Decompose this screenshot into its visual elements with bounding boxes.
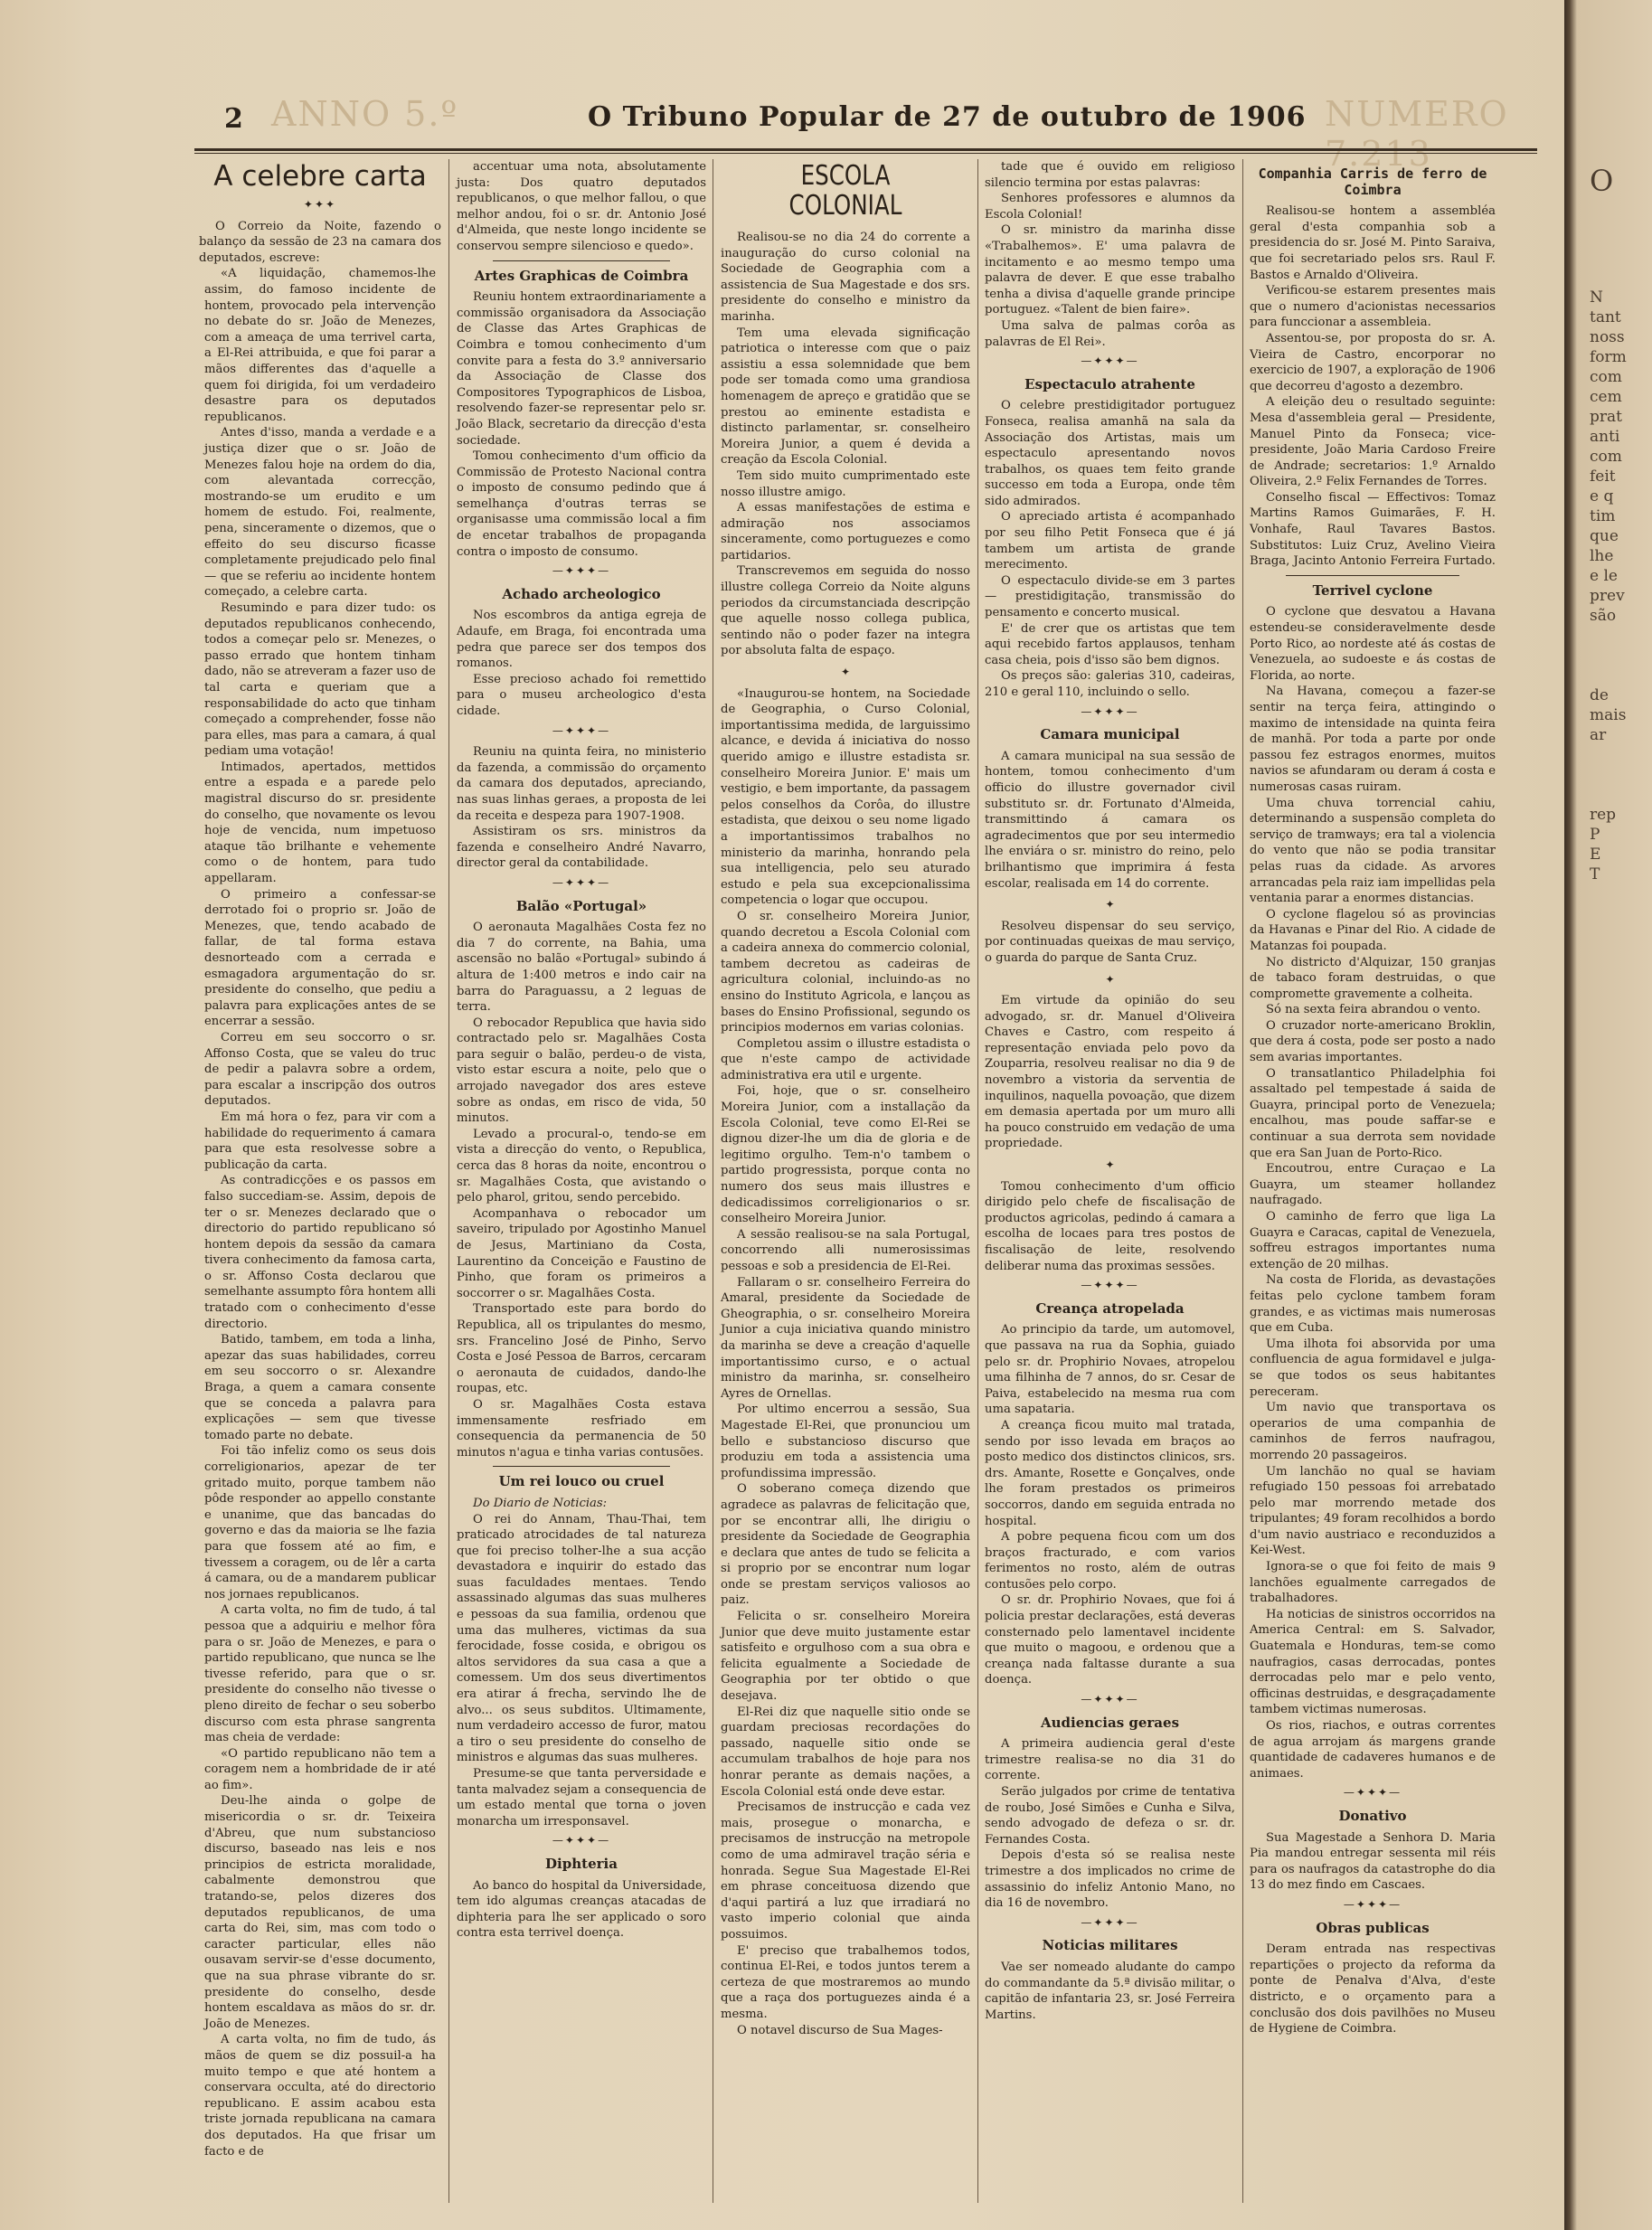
paragraph: Precisamos de instrucção e cada vez mais, prosegue o monarcha, e precisamos de instrucção na metropole como de uma admiravel tração séria e honrada. Segue Sua Magestade El-Rei em phrase conceituosa dizendo que d'aqui partirá a luz que irradiará no vasto imperio colonial que ainda possuimos.: [721, 1800, 970, 1942]
next-page-line-fragment: form: [1590, 348, 1627, 366]
paragraph: Os preços são: galerias 310, cadeiras, 210 e geral 110, incluindo o sello.: [985, 669, 1235, 699]
paragraph: Reuniu hontem extraordinariamente a commissão organisadora da Associação de Classe das Artes Graphicas de Coimbra e tomou conhecimento d'um convite para a festa do 3.º anniversario da Associação de Classe dos Compositores Typographicos de Lisboa, resolvendo fazer-se representar pelo sr. João Black, secretario da direcção d'esta sociedade.: [457, 290, 706, 448]
paragraph: Reuniu na quinta feira, no ministerio da fazenda, a commissão do orçamento da camara dos deputados, apreciando, nas suas linhas geraes, a proposta de lei da receita e despeza para 1907-1908.: [457, 745, 706, 823]
next-page-line-fragment: rep: [1590, 806, 1617, 824]
paragraph: A carta volta, no fim de tudo, ás mãos de quem se diz possuil-a ha muito tempo e que até hontem a conservara occulta, até do directorio republicano. E assim acabou esta triste jornada republicana na camara dos deputados. Ha que frisar um facto e de: [204, 2033, 436, 2159]
paragraph: O Correio da Noite, fazendo o balanço da sessão de 23 na camara dos deputados, escreve:: [199, 219, 441, 265]
ornament: ✦✦✦: [303, 198, 337, 212]
section-title: Diphteria: [545, 1855, 618, 1872]
paragraph: A eleição deu o resultado seguinte: Mesa d'assembleia geral — Presidente, Manuel Pinto da Fonseca; vice-presidente, João Maria Cardoso Freire de Andrade; secretarios: 1.º Arnaldo Oliveira, 2.º Felix Fernandes de Torres.: [1250, 395, 1496, 489]
next-page-line-fragment: anti: [1590, 428, 1620, 446]
paragraph: El-Rei diz que naquelle sitio onde se guardam preciosas recordações do passado, naquelle sitio onde se accumulam trabalhos de hoje para nos honrar perante as demais nações, a Escola Colonial está onde deve estar.: [721, 1705, 970, 1799]
next-page-line-fragment: P: [1590, 826, 1600, 844]
paragraph: Ao principio da tarde, um automovel, que passava na rua da Sophia, guiado pelo sr. dr. Prophirio Novaes, atropelou uma filhinha de 7 annos, do sr. Cesar de Paiva, estabelecido na mesma rua com uma sapataria.: [985, 1323, 1235, 1417]
section-title: Balão «Portugal»: [515, 897, 647, 914]
separator-star: ✦: [1105, 972, 1115, 986]
paragraph: tade que é ouvido em religioso silencio termina por estas palavras:: [985, 160, 1235, 190]
paragraph: Ignora-se o que foi feito de mais 9 lanchões egualmente carregados de trabalhadores.: [1250, 1560, 1496, 1606]
paragraph: No districto d'Alquizar, 150 granjas de tabaco foram destruidas, o que compromette gravemente a colheita.: [1250, 955, 1496, 1001]
next-page-line-fragment: N: [1590, 288, 1603, 307]
ornament: —✦✦✦—: [552, 1834, 611, 1847]
paragraph: Tomou conhecimento d'um officio dirigido pelo chefe de fiscalisação de productos agricolas, pedindo á camara a escolha de locaes para tres postos de fiscalisação de leite, resolvendo deliberar numa das proximas sessões.: [985, 1179, 1235, 1273]
paragraph: O cyclone que desvatou a Havana estendeu-se consideravelmente desde Porto Rico, ao nordeste até ás costas de Venezuela, ao sudoeste e ás costas de Florida, ao norte.: [1250, 605, 1496, 683]
paragraph: Tem uma elevada significação patriotica o interesse com que o paiz assistiu a essa solemnidade que bem pode ser tomada como uma grandiosa homenagem de apreço e gratidão que se prestou ao eminente estadista e distincto parlamentar, sr. conselheiro Moreira Junior, a quem é devida a creação da Escola Colonial.: [721, 326, 970, 468]
divider: [1286, 575, 1459, 576]
paragraph: O transatlantico Philadelphia foi assaltado pel tempestade á saida de Guayra, principal porto de Venezuela; encalhou, mas poude saffar-se e continuar a sua derrota sem novidade que era San Juan de Porto-Rico.: [1250, 1066, 1496, 1160]
section-title: Audiencias geraes: [1040, 1714, 1180, 1731]
paragraph: Na Havana, começou a fazer-se sentir na terça feira, attingindo o maximo de intensidade na quinta feira de manhã. Por toda a parte por onde passou fez estragos enormes, muitos navios se afundaram ou deram á costa e numerosas casas ruiram.: [1250, 685, 1496, 794]
paragraph: A camara municipal na sua sessão de hontem, tomou conhecimento d'um officio do illustre governador civil substituto sr. dr. Fortunato d'Almeida, transmittindo á camara os agradecimentos que por seu intermedio lhe enviára o sr. ministro do reino, pelo brilhantismo que imprimira á festa escolar, realisada em 14 do corrente.: [985, 749, 1235, 891]
section-title: Donativo: [1338, 1807, 1407, 1824]
paragraph: Antes d'isso, manda a verdade e a justiça dizer que o sr. João de Menezes falou hoje na ordem do dia, com alevantada correcção, mostrando-se um erudito e um homem de estudo. Foi, realmente, pena, sinceramente o dizemos, que o effeito do seu discurso ficasse completamente prejudicado pelo final — que se referiu ao incidente hontem começado, a celebre carta.: [204, 426, 436, 600]
ornament: —✦✦✦—: [1343, 1786, 1402, 1800]
paragraph: As contradicções e os passos em falso succediam-se. Assim, depois de ter o sr. Menezes declarado que o directorio do partido republicano só hontem depois da sessão da camara tivera conhecimento da famosa carta, o sr. Affonso Costa declarou que semelhante assumpto fôra hontem alli tratado com o conhecimento d'esse directorio.: [204, 1174, 436, 1331]
paragraph: A essas manifestações de estima e admiração nos associamos sinceramente, como portuguezes e como partidarios.: [721, 501, 970, 562]
paragraph: O apreciado artista é acompanhado por seu filho Petit Fonseca que é já tambem um artista de grande merecimento.: [985, 510, 1235, 572]
separator-star: ✦: [840, 666, 851, 679]
ornament: —✦✦✦—: [552, 875, 611, 889]
paragraph: Serão julgados por crime de tentativa de roubo, José Simões e Cunha e Silva, sendo advogado de defeza o sr. dr. Fernandes Costa.: [985, 1785, 1235, 1847]
section-title: Companhia Carris de ferro de Coimbra: [1258, 165, 1487, 198]
paragraph: Realisou-se hontem a assembléa geral d'esta companhia sob a presidencia do sr. José M. Pinto Saraiva, que foi secretariado pelos srs. Raul F. Bastos e Arnaldo d'Oliveira.: [1250, 204, 1496, 282]
section-title: Um rei louco ou cruel: [498, 1473, 665, 1490]
paragraph: Transportado este para bordo do Republica, all os tripulantes do mesmo, srs. Francelino José de Pinho, Servo Costa e José Pessoa de Barros, cercaram o aeronauta de cuidados, dando-lhe roupas, etc.: [457, 1302, 706, 1396]
page-number: 2: [224, 103, 243, 135]
section-title: Espectaculo atrahente: [1024, 375, 1195, 392]
paragraph: O sr. ministro da marinha disse «Trabalhemos». E' uma palavra de incitamento e ao mesmo tempo uma palavra de dever. E que esse trabalho tenha a divisa d'aquelle grande principe portuguez. «Talent de bien faire».: [985, 223, 1235, 317]
paragraph: Verificou-se estarem presentes mais que o numero d'acionistas necessarios para funccionar a assembleia.: [1250, 284, 1496, 330]
page-header: [208, 94, 1537, 174]
ornament: —✦✦✦—: [1081, 354, 1139, 368]
paragraph: Foi, hoje, que o sr. conselheiro Moreira Junior, com a installação da Escola Colonial, teve como El-Rei se dignou dizer-lhe um dia de gloria e de legitimo orgulho. Tem-n'o tambem o partido progressista, porque conta no numero dos seus mais illustres e dedicadissimos correligionarios o sr. conselheiro Moreira Junior.: [721, 1084, 970, 1226]
paragraph: Assistiram os srs. ministros da fazenda e conselheiro André Navarro, director geral da contabilidade.: [457, 825, 706, 871]
paragraph: Depois d'esta só se realisa neste trimestre a dos implicados no crime de assassinio do infeliz Antonio Mano, no dia 16 de novembro.: [985, 1848, 1235, 1911]
paragraph: A sessão realisou-se na sala Portugal, concorrendo alli numerosissimas pessoas e sob a presidencia de El-Rei.: [721, 1227, 970, 1273]
paragraph: Deu-lhe ainda o golpe de misericordia o sr. dr. Teixeira d'Abreu, que num substancioso discurso, baseado nas leis e nos principios de estricta moralidade, cabalmente demonstrou que tratando-se, pelos dizeres dos deputados republicanos, de uma carta do Rei, sim, mas com todo o caracter particular, elles não ousavam servir-se d'esse documento, que na sua phrase vibrante do sr. presidente do conselho, desde hontem escaldava as mãos do sr. dr. João de Menezes.: [204, 1794, 436, 2031]
paragraph: Felicita o sr. conselheiro Moreira Junior que deve muito justamente estar satisfeito e orgulhoso com a sua obra e felicita egualmente a Sociedade de Geographia por ter obtido o que desejava.: [721, 1610, 970, 1704]
paragraph: O caminho de ferro que liga La Guayra e Caracas, capital de Venezuela, soffreu estragos importantes numa extenção de 20 milhas.: [1250, 1210, 1496, 1271]
paragraph: Tem sido muito cumprimentado este nosso illustre amigo.: [721, 468, 970, 499]
column-2: [457, 159, 706, 1942]
column-3: [721, 159, 970, 2038]
paragraph: Senhores professores e alumnos da Escola Colonial!: [985, 192, 1235, 222]
paragraph: O espectaculo divide-se em 3 partes — prestidigitação, transmissão do pensamento e concerto musical.: [985, 573, 1235, 620]
next-page-line-fragment: são: [1590, 607, 1617, 625]
next-page-line-fragment: ar: [1590, 726, 1607, 744]
paragraph: Completou assim o illustre estadista o que n'este campo de actividade administrativa era util e urgente.: [721, 1036, 970, 1082]
paragraph: O sr. dr. Prophirio Novaes, que foi á policia prestar declarações, está deveras consternado pelo lamentavel incidente que muito o magoou, e ordenou que a creança nada faltasse durante a sua doença.: [985, 1593, 1235, 1687]
paragraph: O primeiro a confessar-se derrotado foi o proprio sr. João de Menezes, que, tendo acabado de fallar, de tal forma estava desnorteado com a cerrada e esmagadora argumentação do sr. presidente do conselho, que pediu a palavra para explicações antes de se encerrar a sessão.: [204, 887, 436, 1029]
paragraph: A pobre pequena ficou com um dos braços fracturado, e com varios ferimentos no rosto, além de outras contusões pelo corpo.: [985, 1530, 1235, 1592]
paragraph: O sr. Magalhães Costa estava immensamente resfriado em consequencia da permanencia de 50 minutos n'agua e tinha varias contusões.: [457, 1397, 706, 1460]
ornament: —✦✦✦—: [1081, 1915, 1139, 1929]
ornament: —✦✦✦—: [1081, 1279, 1139, 1292]
divider: [493, 260, 670, 261]
paragraph: Em má hora o fez, para vir com a habilidade do requerimento á camara para que esta resolvesse sobre a publicação da carta.: [204, 1110, 436, 1172]
ornament: —✦✦✦—: [552, 723, 611, 737]
paragraph: Resumindo e para dizer tudo: os deputados republicanos conhecendo, todos a começar pelo sr. Menezes, o passo errado que hontem tinham dado, não se atreveram a fazer uso de tal carta e queriam que a responsabilidade do acto que tinham começado a comprehender, fosse não para elles, mas para a camara, á qual pediam uma votação!: [204, 600, 436, 759]
column-5: [1250, 159, 1496, 2037]
ornament: —✦✦✦—: [1343, 1897, 1402, 1911]
article-title: A celebre carta: [213, 160, 427, 193]
next-page-line-fragment: mais: [1590, 706, 1627, 724]
paragraph: Só na sexta feira abrandou o vento.: [1266, 1003, 1481, 1017]
header-rule: [194, 148, 1537, 154]
paragraph: Foi tão infeliz como os seus dois correligionarios, apezar de ter gritado muito, porque tambem não pôde responder ao appello constante e unanime, que das bancadas do governo e das da maioria se lhe fazia para que fossem até ao fim, e tivessem a coragem, ou de lêr a carta á camara, ou de a mandarem publicar nos jornaes republicanos.: [204, 1444, 436, 1602]
next-page-line-fragment: lhe: [1590, 547, 1614, 565]
paragraph: Presume-se que tanta perversidade e tanta malvadez sejam a consequencia de um estado mental que torna o joven monarcha um irresponsavel.: [457, 1767, 706, 1828]
ornament: —✦✦✦—: [552, 564, 611, 578]
paragraph: Uma ilhota foi absorvida por uma confluencia de agua formidavel e julga-se que todos os seus habitantes pereceram.: [1250, 1337, 1496, 1399]
paragraph: E' preciso que trabalhemos todos, continua El-Rei, e todos juntos terem a certeza de que mostraremos ao mundo que a raça dos portuguezes ainda é a mesma.: [721, 1943, 970, 2021]
paragraph: Vae ser nomeado aludante do campo do commandante da 5.ª divisão militar, o capitão de infantaria 23, sr. José Ferreira Martins.: [985, 1960, 1235, 2022]
paragraph: O soberano começa dizendo que agradece as palavras de felicitação que, por se encontrar alli, lhe dirigiu o presidente da Sociedade de Geographia e declara que antes de tudo se felicita a si proprio por se encontrar num logar onde se prestam serviços valiosos ao paiz.: [721, 1482, 970, 1608]
next-page-edge: [1564, 0, 1652, 2230]
paragraph: Correu em seu soccorro o sr. Affonso Costa, que se valeu do truc de pedir a palavra sobre a ordem, para escalar a inscripção dos outros deputados.: [204, 1030, 436, 1109]
paragraph: Transcrevemos em seguida do nosso illustre collega Correio da Noite alguns periodos da circumstanciada descripção que aquelle nosso collega publica, sentindo não o poder fazer na integra por absoluta falta de espaço.: [721, 564, 970, 658]
masthead: O Tribuno Popular de 27 de outubro de 1906: [588, 101, 1307, 133]
paragraph: Na costa de Florida, as devastações feitas pelo cyclone tambem foram grandes, e as victimas mais numerosas que em Cuba.: [1250, 1273, 1496, 1336]
ornament: —✦✦✦—: [1081, 704, 1139, 718]
section-title: Terrivel cyclone: [1312, 581, 1433, 599]
column-rule: [1242, 159, 1243, 2203]
next-page-line-fragment: e le: [1590, 567, 1618, 585]
paragraph: Ha noticias de sinistros occorridos na America Central: em S. Salvador, Guatemala e Honduras, tem-se como naufragios, casas derrocadas, pontes derrocadas pelo mar e pelo vento, officinas destruidas, e desgraçadamente tambem victimas numerosas.: [1250, 1607, 1496, 1717]
paragraph: O celebre prestidigitador portuguez Fonseca, realisa amanhã na sala da Associação dos Artistas, mais um espectaculo apresentando novos trabalhos, os quaes tem feito grande successo em toda a Europa, onde têm sido admirados.: [985, 399, 1235, 508]
paragraph: O aeronauta Magalhães Costa fez no dia 7 do corrente, na Bahia, uma ascensão no balão «Portugal» subindo á altura de 1:400 metros e indo cair na barra do Paraguassu, a 2 leguas de terra.: [457, 921, 706, 1015]
article-title: ESCOLA COLONIAL: [788, 160, 902, 222]
next-page-line-fragment: e q: [1590, 487, 1614, 506]
column-rule: [448, 159, 449, 2203]
separator-star: ✦: [1105, 1158, 1115, 1172]
paragraph: «Inaugurou-se hontem, na Sociedade de Geographia, o Curso Colonial, importantissima medida, de larguissimo alcance, e devida á iniciativa do nosso querido amigo e illustre estadista sr. conselheiro Moreira Junior. E' mais um vestigio, e bem importante, da passagem pelos conselhos da Corôa, do illustre estadista, que deixou o seu nome ligado a importantissimos trabalhos no ministerio da marinha, honrando pela sua intelligencia, pelo seu aturado estudo e pela sua excepcionalissima competencia o logar que occupou.: [721, 686, 970, 908]
paragraph: Uma chuva torrencial cahiu, determinando a suspensão completa do serviço de tramways; era tal a violencia do vento que não se podia transitar pelas ruas da cidade. As arvores arrancadas pela raiz iam impellidas pela ventania parar a enormes distancias.: [1250, 796, 1496, 906]
paragraph: O notavel discurso de Sua Mages-: [737, 2023, 943, 2037]
paragraph: Assentou-se, por proposta do sr. A. Vieira de Castro, encorporar no exercicio de 1907, a exploração de 1906 que decorreu d'agosto a dezembro.: [1250, 331, 1496, 393]
paragraph: Fallaram o sr. conselheiro Ferreira do Amaral, presidente da Sociedade de Gheographia, o sr. conselheiro Moreira Junior a cuja iniciativa quando ministro da marinha se deve a creação d'aquelle importantissimo curso, e o actual ministro da marinha, sr. conselheiro Ayres de Ornellas.: [721, 1275, 970, 1401]
ornament: —✦✦✦—: [1081, 1693, 1139, 1706]
paragraph: A creança ficou muito mal tratada, sendo por isso levada em braços ao posto medico dos distinctos clinicos, srs. drs. Amante, Rosette e Gonçalves, onde lhe foram prestados os primeiros soccorros, dando em seguida entrada no hospital.: [985, 1418, 1235, 1528]
paragraph: accentuar uma nota, absolutamente justa: Dos quatro deputados republicanos, o que melhor fallou, o que melhor andou, foi o sr. dr. Antonio José d'Almeida, que neste longo incidente se conservou sempre silencioso e quedo».: [457, 160, 706, 253]
section-title: Camara municipal: [1040, 726, 1180, 743]
divider: [493, 1466, 670, 1467]
paragraph: Batido, tambem, em toda a linha, apezar das suas habilidades, correu em seu soccorro o sr. Alexandre Braga, a quem a camara consente que se conceda a palavra para explicações — sem que tivesse tomado parte no debate.: [204, 1333, 436, 1442]
paragraph: Realisou-se no dia 24 do corrente a inauguração do curso colonial na Sociedade de Geographia com a assistencia de Sua Magestade e dos srs. presidente do conselho e ministro da marinha.: [721, 231, 970, 324]
paragraph: Sua Magestade a Senhora D. Maria Pia mandou entregar sessenta mil réis para os naufragos da catastrophe do dia 13 do mez findo em Cascaes.: [1250, 1830, 1496, 1893]
column-rule: [977, 159, 978, 2203]
paragraph: O sr. conselheiro Moreira Junior, quando decretou a Escola Colonial com a cadeira annexa do commercio colonial, tambem decretou as cadeiras de agricultura colonial, incluindo-as no ensino do Instituto Agricola, e lançou as bases do Ensino Profissional, segundo os principios modernos em varias colonias.: [721, 909, 970, 1035]
paragraph: O cruzador norte-americano Broklin, que dera á costa, pode ser posto a nado sem avarias importantes.: [1250, 1018, 1496, 1065]
next-page-line-fragment: feit: [1590, 468, 1616, 486]
next-page-line-fragment: tim: [1590, 507, 1616, 525]
section-title: Obras publicas: [1316, 1919, 1430, 1936]
next-page-line-fragment: noss: [1590, 328, 1625, 346]
section-title: Achado archeologico: [502, 585, 661, 602]
paragraph: Os rios, riachos, e outras correntes de agua arrojam ás margens grande quantidade de cadaveres humanos e de animaes.: [1250, 1719, 1496, 1781]
paragraph: Um lanchão no qual se haviam refugiado 150 pessoas foi arrebatado pelo mar morrendo metade dos tripulantes; 49 foram recolhidos a bordo d'um navio austriaco e reconduzidos a Kei-West.: [1250, 1464, 1496, 1558]
next-page-line-fragment: T: [1590, 865, 1600, 883]
paragraph: O rei do Annam, Thau-Thai, tem praticado atrocidades de tal natureza que foi preciso tolher-lhe a sua acção devastadora e inquirir do estado das suas faculdades mentaes. Tendo assassinado algumas das suas mulheres e pessoas da sua familia, ordenou que uma das mulheres, victimas da sua ferocidade, fosse cosida, e obrigou os altos servidores da sua casa a que a comessem. Um dos seus divertimentos era atirar á frecha, servindo lhe de alvo... os seus subditos. Ultimamente, num verdadeiro accesso de furor, matou a tiro o seu presidente do conselho de ministros e algumas das suas mulheres.: [457, 1512, 706, 1765]
paragraph: Deram entrada nas respectivas repartições o projecto da reforma da ponte de Penalva d'Alva, d'este districto, e o orçamento para a conclusão dos dois pavilhões no Museu de Hygiene de Coimbra.: [1250, 1942, 1496, 2036]
next-page-line-fragment: com: [1590, 448, 1622, 466]
next-page-line-fragment: prev: [1590, 587, 1625, 605]
paragraph: Nos escombros da antiga egreja de Adaufe, em Braga, foi encontrada uma pedra que parece ser dos tempos dos romanos.: [457, 609, 706, 671]
paragraph: Do Diario de Noticias:: [473, 1496, 608, 1510]
paragraph: Encoutrou, entre Curaçao e La Guayra, um steamer hollandez naufragado.: [1250, 1162, 1496, 1208]
paragraph: Um navio que transportava os operarios de uma companhia de caminhos de ferros naufragou, morrendo 20 passageiros.: [1250, 1401, 1496, 1462]
next-page-line-fragment: de: [1590, 686, 1609, 704]
paragraph: O cyclone flagelou só as provincias da Havanas e Pinar del Rio. A cidade de Matanzas foi poupada.: [1250, 907, 1496, 953]
paragraph: A primeira audiencia geral d'este trimestre realisa-se no dia 31 do corrente.: [985, 1737, 1235, 1783]
next-page-line-fragment: E: [1590, 846, 1601, 864]
paragraph: O rebocador Republica que havia sido contractado pelo sr. Magalhães Costa para seguir o balão, perdeu-o de vista, visto estar escura a noite, pelo que o arrojado navegador dos ares esteve sobre as ondas, em risco de vida, 50 minutos.: [457, 1016, 706, 1126]
paragraph: Tomou conhecimento d'um officio da Commissão de Protesto Nacional contra o imposto de consumo pedindo que á semelhança d'outras terras se organisasse uma commissão local a fim de encetar trabalhos de propaganda contra o imposto de consumo.: [457, 449, 706, 559]
paragraph: Em virtude da opinião do seu advogado, sr. dr. Manuel d'Oliveira Chaves e Castro, com respeito á representação enviada pelo povo da Zouparria, resolveu realisar no dia 9 de novembro a vistoria da serventia de inquilinos, naquella povoação, que dizem em demasia apertada por um muro alli ha pouco construido em vedação de uma propriedade.: [985, 994, 1235, 1151]
next-page-masthead-fragment: O: [1590, 164, 1614, 198]
paragraph: A carta volta, no fim de tudo, á tal pessoa que a adquiriu e melhor fôra para o sr. João de Menezes, e para o partido republicano, que nunca se lhe tivesse referido, para que o sr. presidente do conselho não tivesse o pleno direito de fechar o seu soberbo discurso com esta phrase sangrenta mas cheia de verdade:: [204, 1603, 436, 1745]
next-page-line-fragment: que: [1590, 527, 1619, 545]
paragraph: E' de crer que os artistas que tem aqui recebido fartos applausos, tenham casa cheia, pois d'isso são bem dignos.: [985, 621, 1235, 667]
paragraph: «O partido republicano não tem a coragem nem a hombridade de ir até ao fim».: [204, 1746, 436, 1792]
bleed-through-issue-year: ANNO 5.º: [271, 94, 459, 134]
paragraph: Intimados, apertados, mettidos entre a espada e a parede pelo magistral discurso do sr. presidente do conselho, que novamente os levou hoje de vencida, num impetuoso ataque tão brilhante e vehemente como o de hontem, para tudo appellaram.: [204, 760, 436, 886]
column-4: [985, 159, 1235, 2023]
bleed-through-issue-number: NUMERO 7.213: [1325, 94, 1509, 174]
column-1: [199, 159, 441, 2159]
paragraph: Levado a procural-o, tendo-se em vista a direcção do vento, o Republica, cerca das 8 horas da noite, encontrou o sr. Magalhães Costa, que avistando o pelo pharol, gritou, sendo percebido.: [457, 1127, 706, 1205]
next-page-line-fragment: com: [1590, 368, 1622, 386]
next-page-line-fragment: cem: [1590, 388, 1622, 406]
section-title: Artes Graphicas de Coimbra: [474, 267, 689, 284]
next-page-line-fragment: tant: [1590, 308, 1621, 326]
paragraph: Esse precioso achado foi remettido para o museu archeologico d'esta cidade.: [457, 672, 706, 718]
paragraph: Conselho fiscal — Effectivos: Tomaz Martins Ramos Guimarães, F. H. Vonhafe, Raul Tavares Bastos. Substitutos: Luiz Cruz, Avelino Vieira Braga, Jacinto Antonio Ferreira Furtado.: [1250, 490, 1496, 569]
separator-star: ✦: [1105, 898, 1115, 912]
paragraph: «A liquidação, chamemos-lhe assim, do famoso incidente de hontem, provocado pela intervenção no debate do sr. João de Menezes, com a ameaça de uma terrivel carta, a El-Rei attribuida, e que foi parar a mãos differentes das d'aquelle a quem foi dirigida, foi um verdadeiro desastre para os deputados republicanos.: [204, 267, 436, 424]
section-title: Creança atropelada: [1035, 1299, 1185, 1317]
next-page-line-fragment: prat: [1590, 408, 1622, 426]
paragraph: Acompanhava o rebocador um saveiro, tripulado por Agostinho Manuel de Jesus, Martiniano da Costa, Laurentino da Conceição e Faustino de Pinho, que foram os primeiros a soccorrer o sr. Magalhães Costa.: [457, 1206, 706, 1300]
section-title: Noticias militares: [1042, 1937, 1178, 1954]
paragraph: Resolveu dispensar do seu serviço, por continuadas queixas de mau serviço, o guarda do parque de Santa Cruz.: [985, 919, 1235, 965]
paragraph: Por ultimo encerrou a sessão, Sua Magestade El-Rei, que pronunciou um bello e substancioso discurso que produziu em toda a assistencia uma profundissima impressão.: [721, 1403, 970, 1480]
paragraph: Ao banco do hospital da Universidade, tem ido algumas creanças atacadas de diphteria para lhe ser applicado o soro contra esta terrivel doença.: [457, 1878, 706, 1941]
paragraph: Uma salva de palmas corôa as palavras de El Rei».: [985, 318, 1235, 349]
